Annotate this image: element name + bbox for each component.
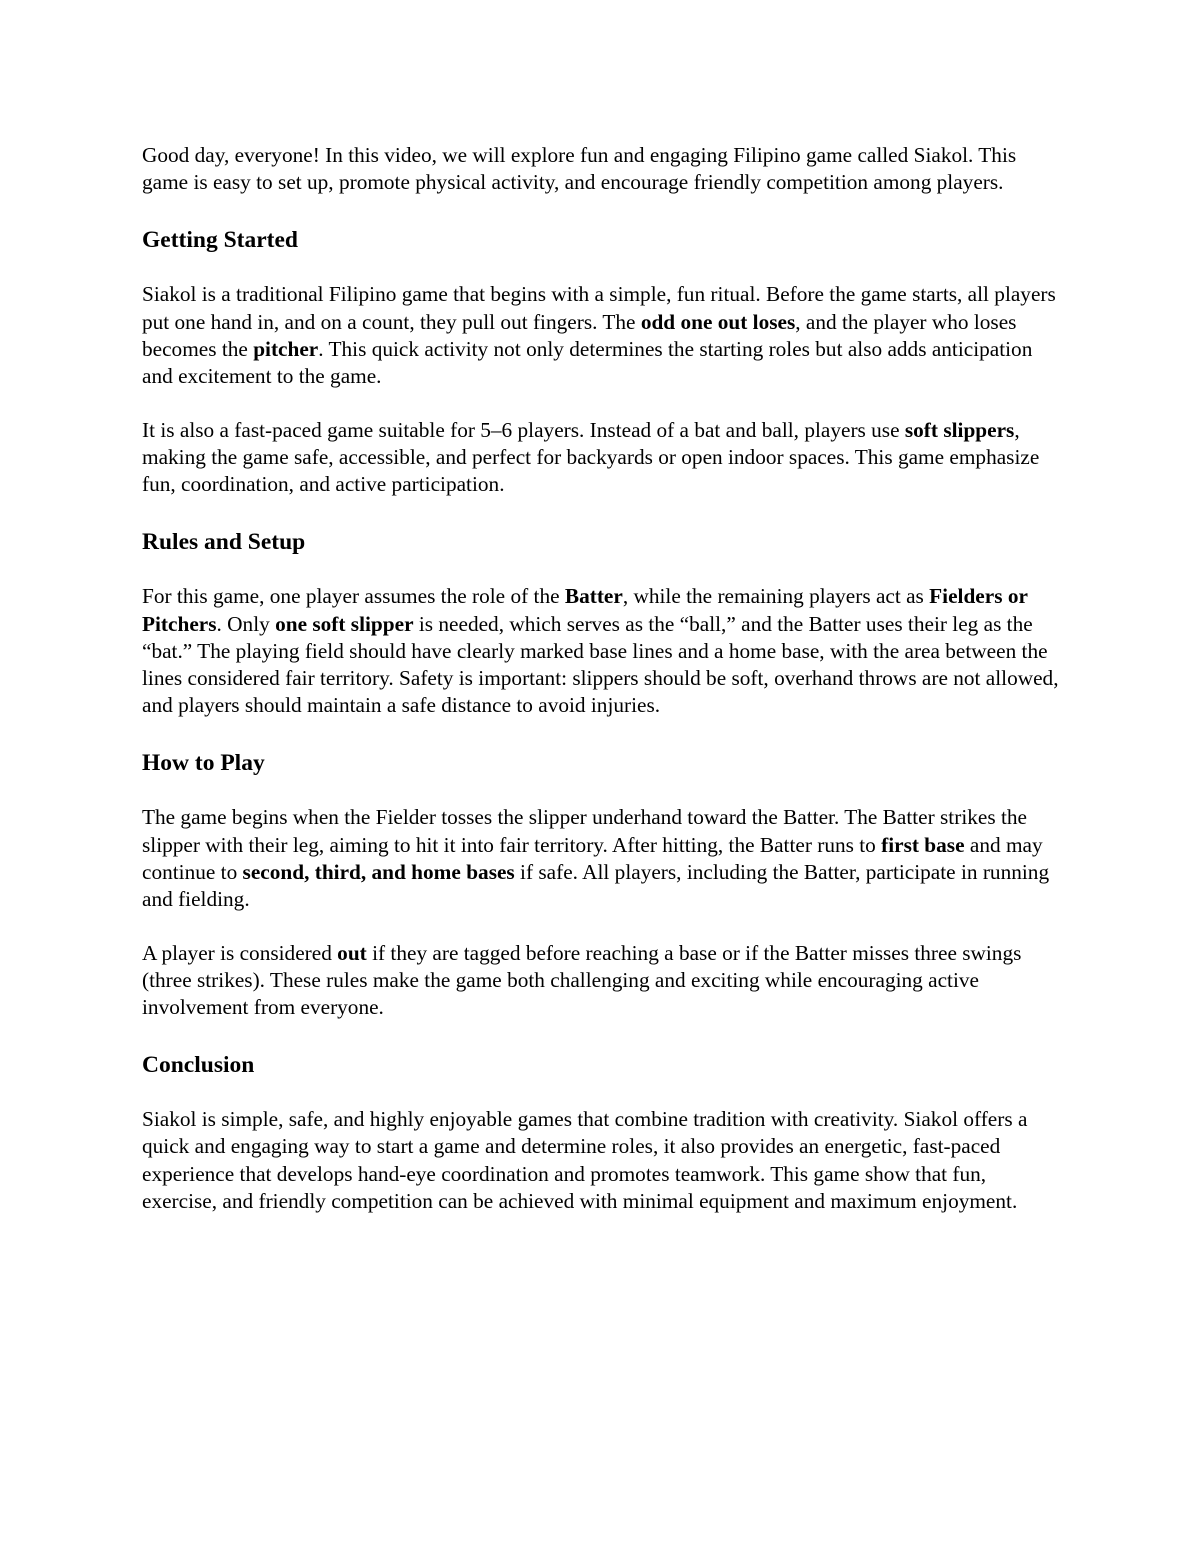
heading-rules-and-setup: Rules and Setup (142, 529, 306, 556)
getting-started-paragraph-1 (142, 281, 1062, 390)
text-run: if they are tagged before reaching a base or if the Batter misses three swings (three strikes). These rules make the game both challenging and exciting while encouraging active involvement from everyone. (142, 940, 1022, 1020)
heading-how-to-play: How to Play (142, 750, 265, 777)
conclusion-paragraph (142, 1106, 1062, 1215)
text-run: . This quick activity not only determines the starting roles but also adds anticipation and excitement to the game. (142, 336, 1033, 389)
bold-run: one soft slipper (275, 611, 414, 636)
text-run: A player is considered (142, 940, 338, 965)
document-page (142, 142, 1062, 1242)
bold-run: soft slippers (904, 417, 1015, 442)
text-run: It is also a fast-paced game suitable for 5–6 players. Instead of a bat and ball, players use (142, 417, 905, 442)
text-run: The game begins when the Fielder tosses the slipper underhand toward the Batter. The Batter strikes the slipper with their leg, aiming to hit it into fair territory. After hitting, the Batter runs to (142, 805, 1027, 857)
how-to-play-paragraph-2 (142, 940, 1062, 1022)
bold-run: Fielders or Pitchers (142, 584, 1028, 636)
bold-run: pitcher (253, 336, 319, 361)
text-run: , making the game safe, accessible, and perfect for backyards or open indoor spaces. This game emphasize fun, coordination, and active participation. (142, 417, 1040, 497)
bold-run: odd one out loses (640, 309, 796, 334)
bold-run: second, third, and home bases (242, 859, 515, 884)
bold-run: out (337, 940, 367, 965)
rules-paragraph-1 (142, 583, 1062, 719)
intro-text: Good day, everyone! In this video, we will explore fun and engaging Filipino game called Siakol. This game is easy to set up, promote physical activity, and encourage friendly competition among players. (142, 143, 1017, 195)
bold-run: first base (881, 832, 965, 857)
text-run: Siakol is a traditional Filipino game that begins with a simple, fun ritual. Before the game starts, all players put one hand in, and on a count, they pull out fingers. The (142, 282, 1056, 334)
how-to-play-paragraph-1 (142, 804, 1062, 913)
text-run: if safe. All players, including the Batter, participate in running and fielding. (142, 859, 1050, 911)
text-run: . Only (216, 611, 276, 636)
text-run: , and the player who loses becomes the (142, 309, 1017, 361)
text-run: For this game, one player assumes the role of the (142, 584, 565, 609)
text-run: is needed, which serves as the “ball,” and the Batter uses their leg as the “bat.” The playing field should have clearly marked base lines and a home base, with the area between the lines considered fair territory. Safety is important: slippers should be soft, overhand throws are not allowed, and players should maintain a safe distance to avoid injuries. (142, 611, 1059, 718)
text-run: and may continue to (142, 832, 1043, 884)
intro-paragraph (142, 142, 1062, 196)
bold-run: Batter (564, 584, 623, 609)
heading-conclusion: Conclusion (142, 1052, 255, 1079)
heading-getting-started: Getting Started (142, 227, 298, 254)
text-run: , while the remaining players act as (622, 584, 930, 609)
getting-started-paragraph-2 (142, 417, 1062, 499)
conclusion-text: Siakol is simple, safe, and highly enjoyable games that combine tradition with creativity. Siakol offers a quick and engaging way to start a game and determine roles, it also provides an energetic, fast-paced experience that develops hand-eye coordination and promotes teamwork. This game show that fun, exercise, and friendly competition can be achieved with minimal equipment and maximum enjoyment. (142, 1107, 1028, 1213)
